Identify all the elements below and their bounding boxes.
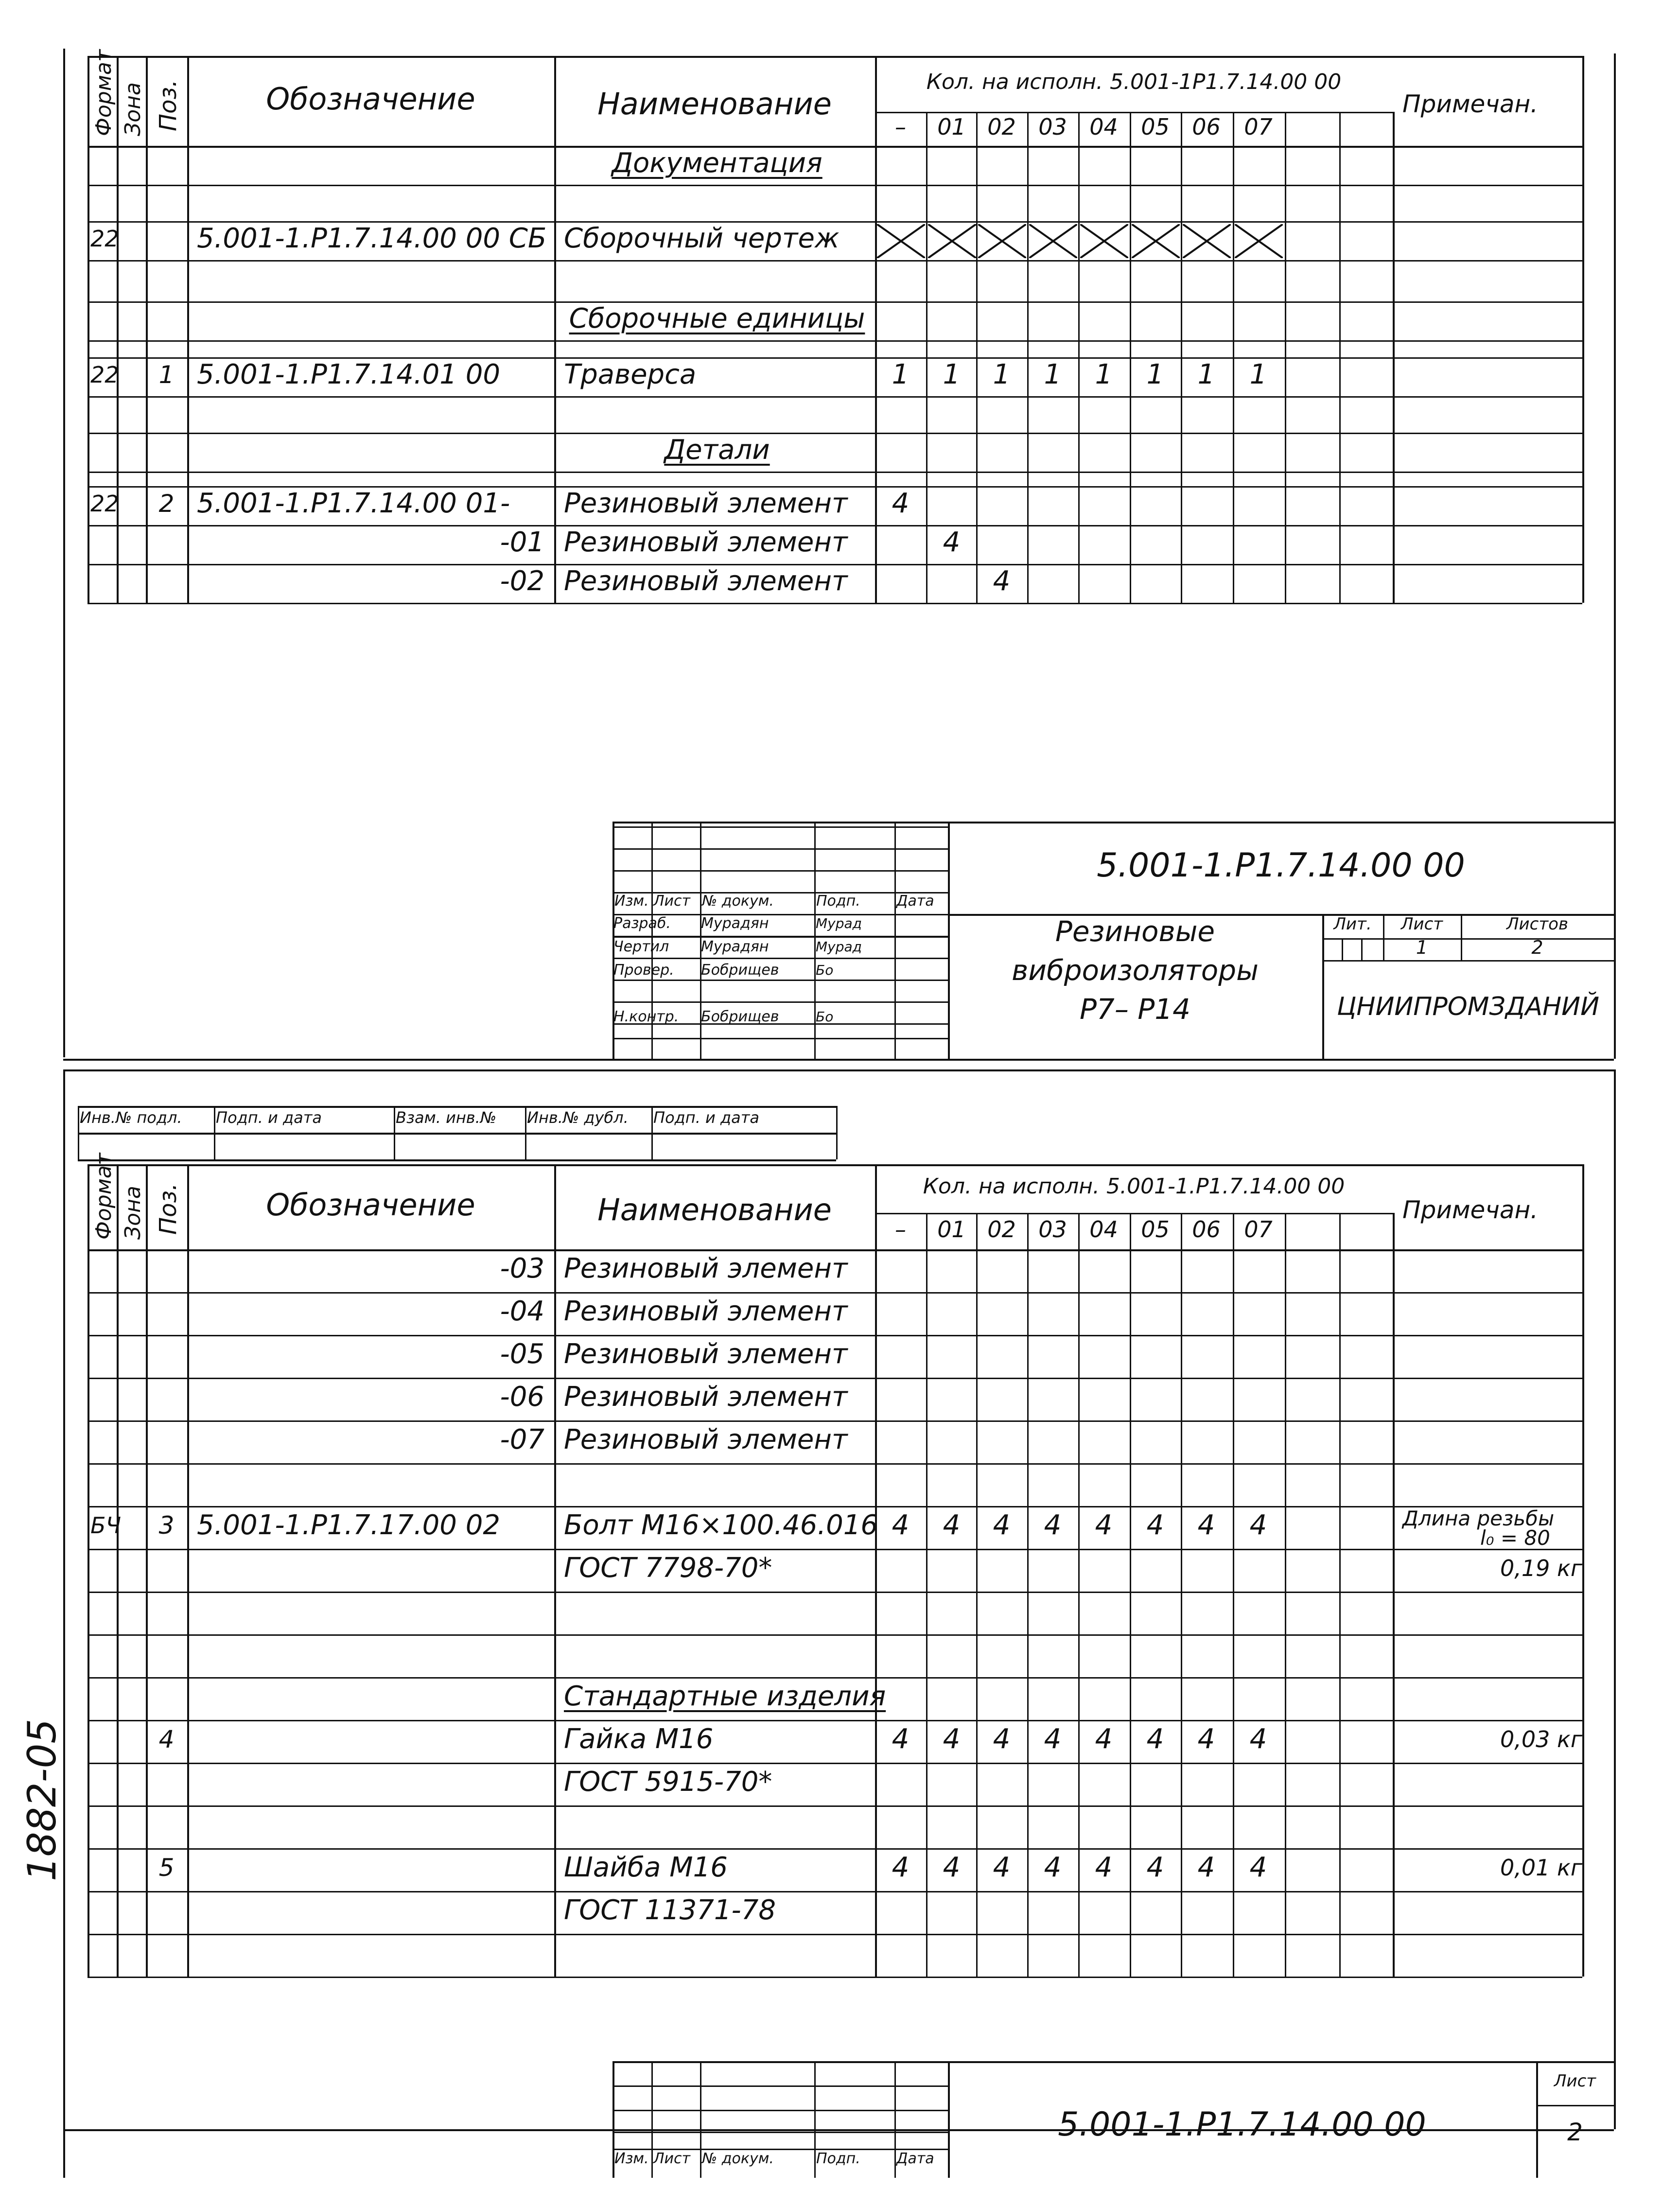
row-name: Резиновый элемент (564, 1296, 848, 1327)
rule-line (88, 1249, 89, 1977)
row-qty: 4 (1044, 1723, 1062, 1755)
header-version-col: 01 (937, 1216, 966, 1243)
row-name: Резиновый элемент (564, 565, 848, 597)
rule-line (1339, 1213, 1341, 1249)
header-zone: Зона (121, 1186, 145, 1240)
rule-line (88, 1378, 1582, 1379)
rule-line (117, 1249, 119, 1977)
title-col-label: Лист (653, 892, 691, 910)
row-qty: 1 (892, 359, 910, 390)
stamp-label: Взам. инв.№ (396, 1108, 497, 1127)
rule-line (146, 1164, 148, 1249)
rule-line (88, 1335, 1582, 1336)
row-position: 5 (158, 1854, 175, 1882)
row-qty: 4 (1249, 1723, 1267, 1755)
title-col-label: Дата (896, 892, 934, 910)
title-signature: Бо (816, 1009, 834, 1025)
row-qty: 4 (993, 1852, 1011, 1883)
header-pos: Поз. (155, 1183, 182, 1235)
title-col-label: Лист (653, 2150, 691, 2167)
row-name: Резиновый элемент (564, 1338, 848, 1370)
title-doc-code: 5.001-1.Р1.7.14.00 00 (1058, 2105, 1426, 2144)
rule-line (814, 2061, 816, 2178)
rule-line (88, 1164, 1582, 1166)
section-heading: Документация (612, 147, 822, 179)
header-version-col: 03 (1038, 1216, 1067, 1243)
header-version-col: 04 (1089, 114, 1118, 140)
header-note: Примечан. (1402, 1195, 1539, 1224)
title-col-label: Подп. (816, 2150, 860, 2167)
rule-line (1536, 2105, 1614, 2106)
row-format: 22 (90, 490, 119, 517)
header-version-col: 04 (1089, 1216, 1118, 1243)
stamp-label: Инв.№ дубл. (527, 1108, 629, 1127)
row-format: 22 (90, 362, 119, 388)
section-heading: Детали (664, 434, 770, 466)
header-version-col: – (895, 1216, 906, 1243)
title-signature: Мурад (816, 915, 862, 931)
rule-line (1285, 1249, 1286, 1977)
row-designation: -01 (500, 526, 544, 558)
rule-line (187, 1249, 189, 1977)
rule-line (875, 1249, 877, 1977)
row-name: Резиновый элемент (564, 1381, 848, 1413)
row-designation: -06 (500, 1381, 544, 1413)
title-sheets-label: Листов (1506, 914, 1568, 934)
header-version-col: – (895, 114, 906, 140)
header-version-col: 07 (1244, 1216, 1273, 1243)
row-note: 0,01 кг (1500, 1855, 1582, 1881)
row-name: Шайба М16 (564, 1852, 728, 1883)
stamp-label: Подп. и дата (216, 1108, 322, 1127)
row-note: 0,19 кг (1500, 1555, 1582, 1581)
rule-line (1339, 1249, 1341, 1977)
row-position: 4 (158, 1725, 175, 1753)
stamp-label: Инв.№ подл. (80, 1108, 182, 1127)
header-version-col: 05 (1141, 1216, 1170, 1243)
row-position: 1 (158, 361, 175, 389)
title-col-label: Изм. (614, 2150, 649, 2167)
title-col-label: № докум. (702, 892, 774, 910)
row-designation: 5.001-1.Р1.7.14.01 00 (197, 359, 500, 390)
row-qty: 4 (1146, 1723, 1164, 1755)
rule-line (1393, 1213, 1395, 1249)
title-sheet-label: Лист (1400, 914, 1443, 934)
header-note: Примечан. (1402, 89, 1539, 118)
row-qty: 1 (943, 359, 961, 390)
rule-line (1285, 1213, 1286, 1249)
row-qty: 4 (1095, 1723, 1113, 1755)
rule-line (117, 1164, 119, 1249)
title-name-line: виброизоляторы (1012, 954, 1259, 987)
row-name: Гайка М16 (564, 1723, 714, 1755)
row-qty: 1 (993, 359, 1011, 390)
header-qty-by-version: Кол. на исполн. 5.001-1Р1.7.14.00 00 (926, 69, 1342, 94)
margin-archive-number: 1882-05 (19, 1718, 65, 1881)
row-qty: 4 (1146, 1509, 1164, 1541)
row-name: Резиновый элемент (564, 488, 848, 519)
row-qty: 4 (993, 1723, 1011, 1755)
rule-line (1027, 1249, 1029, 1977)
rule-line (88, 1292, 1582, 1294)
row-qty: 1 (1146, 359, 1164, 390)
title-name-line: Р7– Р14 (1079, 993, 1191, 1026)
row-position: 2 (158, 490, 175, 518)
rule-line (63, 1069, 65, 2178)
section-heading: Сборочные единицы (569, 303, 865, 334)
row-qty: 4 (892, 1509, 910, 1541)
row-qty: 4 (943, 1509, 961, 1541)
rule-line (88, 1763, 1582, 1764)
row-name: Траверса (564, 359, 697, 390)
title-person: Бобрищев (701, 1008, 779, 1025)
title-doc-code: 5.001-1.Р1.7.14.00 00 (1097, 846, 1465, 885)
row-qty: 4 (1197, 1852, 1215, 1883)
rule-line (1130, 1249, 1131, 1977)
rule-line (88, 1848, 1582, 1850)
rule-line (926, 1249, 928, 1977)
row-qty: 1 (1249, 359, 1267, 390)
title-role: Чертил (613, 938, 669, 955)
row-qty: 4 (993, 1509, 1011, 1541)
row-qty: 4 (943, 526, 961, 558)
rule-line (88, 1634, 1582, 1636)
row-designation: -02 (500, 565, 544, 597)
row-qty: 4 (1044, 1509, 1062, 1541)
rule-line (554, 1249, 556, 1977)
title-sheet-number: 2 (1567, 2118, 1583, 2146)
title-role: Провер. (613, 962, 674, 979)
row-qty: 4 (993, 565, 1011, 597)
header-designation: Обозначение (266, 81, 475, 117)
rule-line (88, 1463, 1582, 1465)
row-designation: -07 (500, 1424, 544, 1455)
rule-line (612, 2132, 948, 2133)
rule-line (1078, 1249, 1080, 1977)
row-designation: -03 (500, 1253, 544, 1284)
row-name: Резиновый элемент (564, 1253, 848, 1284)
row-qty: 4 (1095, 1509, 1113, 1541)
rule-line (88, 1420, 1582, 1422)
row-name: Резиновый элемент (564, 526, 848, 558)
row-name: ГОСТ 7798-70* (564, 1552, 772, 1584)
row-qty: 4 (1044, 1852, 1062, 1883)
rule-line (976, 1249, 978, 1977)
header-designation: Обозначение (266, 1187, 475, 1223)
rule-line (88, 1977, 1582, 1978)
title-role: Разраб. (613, 915, 671, 932)
title-person: Мурадян (701, 938, 769, 955)
section-heading: Стандартные изделия (564, 1681, 886, 1712)
title-sheet-number: 1 (1416, 936, 1428, 958)
rule-line (1181, 1249, 1182, 1977)
row-qty: 4 (1249, 1852, 1267, 1883)
title-col-label: Изм. (614, 892, 649, 910)
rule-line (1233, 1249, 1234, 1977)
title-sheet-label: Лист (1554, 2071, 1596, 2091)
row-name: Болт М16×100.46.016 (564, 1509, 878, 1541)
header-version-col: 05 (1141, 114, 1170, 140)
title-person: Мурадян (701, 915, 769, 932)
rule-line (88, 1549, 1582, 1550)
rule-line (88, 1891, 1582, 1892)
row-qty: 4 (1197, 1509, 1215, 1541)
header-version-col: 02 (987, 114, 1016, 140)
row-note: 0,03 кг (1500, 1726, 1582, 1752)
row-qty: 4 (943, 1723, 961, 1755)
title-role: Н.контр. (613, 1008, 679, 1025)
title-col-label: Дата (896, 2150, 934, 2167)
header-format: Формат (91, 49, 116, 136)
row-format: 22 (90, 226, 119, 252)
row-designation: 5.001-1.Р1.7.17.00 02 (197, 1509, 500, 1541)
rule-line (146, 1249, 148, 1977)
row-qty: 4 (1095, 1852, 1113, 1883)
header-name: Наименование (597, 86, 832, 122)
title-signature: Бо (816, 962, 834, 978)
row-note: Длина резьбы (1402, 1506, 1555, 1530)
row-designation: 5.001-1.Р1.7.14.00 00 СБ (197, 223, 547, 254)
row-name: Резиновый элемент (564, 1424, 848, 1455)
row-qty: 4 (1146, 1852, 1164, 1883)
title-person: Бобрищев (701, 962, 779, 979)
header-version-col: 01 (937, 114, 966, 140)
rule-line (1393, 1249, 1395, 1977)
row-format: БЧ (90, 1512, 122, 1539)
row-qty: 4 (892, 1852, 910, 1883)
row-designation: 5.001-1.Р1.7.14.00 01- (197, 488, 510, 519)
row-name: ГОСТ 5915-70* (564, 1766, 772, 1798)
title-signature: Мурад (816, 939, 862, 955)
rule-line (1582, 1249, 1584, 1977)
rule-line (88, 1805, 1582, 1807)
rule-line (612, 2110, 948, 2111)
rule-line (88, 1720, 1582, 1721)
rule-line (700, 2061, 701, 2178)
rule-line (88, 1934, 1582, 1935)
row-name: ГОСТ 11371-78 (564, 1894, 776, 1926)
row-note-extra: l₀ = 80 (1480, 1526, 1550, 1550)
row-qty: 4 (1197, 1723, 1215, 1755)
title-name-line: Резиновые (1055, 915, 1215, 948)
title-sheets-total: 2 (1531, 936, 1543, 958)
rule-line (894, 2061, 896, 2178)
rule-line (88, 1249, 1582, 1251)
title-organization: ЦНИИПРОМЗДАНИЙ (1337, 992, 1599, 1021)
row-qty: 1 (1095, 359, 1113, 390)
row-qty: 4 (892, 488, 910, 519)
header-version-col: 06 (1192, 114, 1221, 140)
rule-line (88, 1677, 1582, 1679)
row-position: 3 (158, 1511, 175, 1540)
header-format: Формат (91, 1153, 116, 1240)
header-version-col: 07 (1244, 114, 1273, 140)
title-col-label: Подп. (816, 892, 860, 910)
rule-line (88, 1592, 1582, 1593)
row-name: Сборочный чертеж (564, 223, 840, 254)
header-version-col: 03 (1038, 114, 1067, 140)
rule-line (612, 2061, 1614, 2063)
rule-line (875, 1213, 1393, 1214)
stamp-label: Подп. и дата (653, 1108, 759, 1127)
header-zone: Зона (121, 82, 145, 136)
row-qty: 1 (1044, 359, 1062, 390)
row-qty: 4 (892, 1723, 910, 1755)
row-qty: 1 (1197, 359, 1215, 390)
header-version-col: 02 (987, 1216, 1016, 1243)
rule-line (88, 1164, 89, 1249)
rule-line (651, 2061, 653, 2178)
row-qty: 4 (1249, 1509, 1267, 1541)
row-qty: 4 (943, 1852, 961, 1883)
rule-line (612, 2085, 948, 2087)
rule-line (612, 2149, 948, 2150)
rule-line (1614, 1069, 1616, 2129)
header-name: Наименование (597, 1191, 832, 1227)
header-version-col: 06 (1192, 1216, 1221, 1243)
title-lit-label: Лит. (1333, 914, 1372, 934)
title-col-label: № докум. (702, 2150, 774, 2167)
header-pos: Поз. (155, 79, 182, 131)
header-qty-by-version: Кол. на исполн. 5.001-1.Р1.7.14.00 00 (923, 1174, 1345, 1199)
rule-line (88, 1506, 1582, 1507)
row-designation: -05 (500, 1338, 544, 1370)
row-designation: -04 (500, 1296, 544, 1327)
